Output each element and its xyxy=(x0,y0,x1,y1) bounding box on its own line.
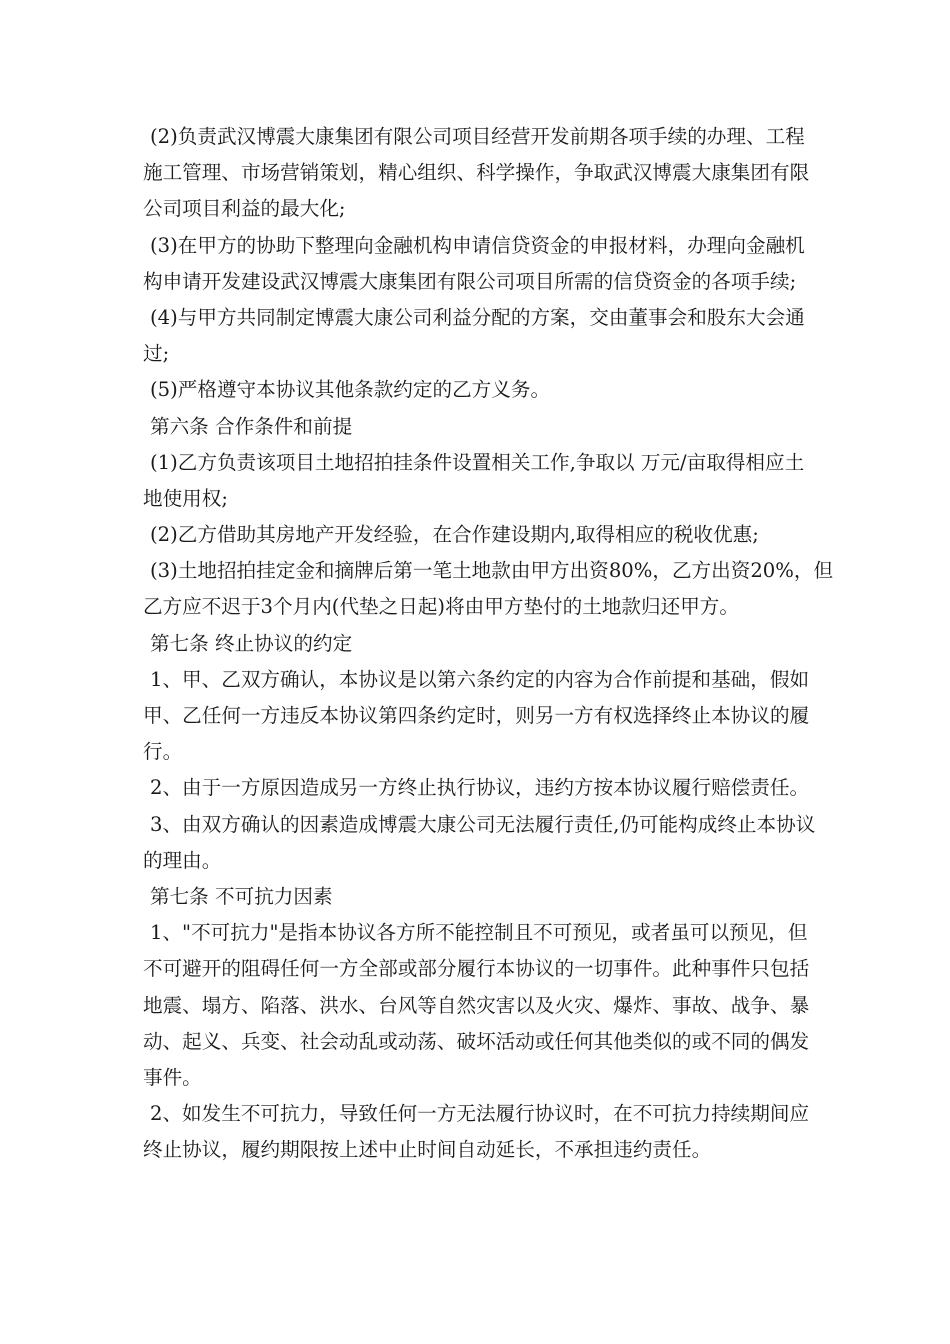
text-line: 1、"不可抗力"是指本协议各方所不能控制且不可预见，或者虽可以预见，但 xyxy=(150,921,808,945)
text-line: (2)负责武汉博震大康集团有限公司项目经营开发前期各项手续的办理、工程 xyxy=(150,125,805,148)
text-line: 2、由于一方原因造成另一方终止执行协议，违约方按本协议履行赔偿责任。 xyxy=(150,776,810,800)
text-line: (5)严格遵守本协议其他条款约定的乙方义务。 xyxy=(150,378,551,402)
text-line: (2)乙方借助其房地产开发经验，在合作建设期内,取得相应的税收优惠; xyxy=(150,523,759,547)
text-line: 的理由。 xyxy=(143,848,222,872)
text-line: 地使用权; xyxy=(143,486,228,510)
text-line: 公司项目利益的最大化; xyxy=(143,197,346,221)
text-line: 行。 xyxy=(143,740,183,764)
text-line: 1、甲、乙双方确认，本协议是以第六条约定的内容为合作前提和基础，假如 xyxy=(150,667,810,691)
text-line: 第七条 不可抗力因素 xyxy=(150,884,333,908)
text-line: 施工管理、市场营销策划，精心组织、科学操作，争取武汉博震大康集团有限 xyxy=(143,161,810,185)
text-line: 事件。 xyxy=(143,1065,202,1089)
text-line: 过; xyxy=(143,342,170,366)
text-line: 第七条 终止协议的约定 xyxy=(150,631,353,655)
document-body xyxy=(143,119,834,1168)
text-line: 构申请开发建设武汉博震大康集团有限公司项目所需的信贷资金的各项手续; xyxy=(143,269,797,293)
text-line: 甲、乙任何一方违反本协议第四条约定时，则另一方有权选择终止本协议的履 xyxy=(143,704,810,727)
text-line: 2、如发生不可抗力，导致任何一方无法履行协议时，在不可抗力持续期间应 xyxy=(150,1102,810,1126)
text-line: 第六条 合作条件和前提 xyxy=(150,414,353,438)
text-line: 终止协议，履约期限按上述中止时间自动延长，不承担违约责任。 xyxy=(143,1138,712,1162)
text-line: 地震、塌方、陷落、洪水、台风等自然灾害以及火灾、爆炸、事故、战争、暴 xyxy=(143,993,810,1017)
text-line: 3、由双方确认的因素造成博震大康公司无法履行责任,仍可能构成终止本协议 xyxy=(150,812,816,836)
text-line: (3)土地招拍挂定金和摘牌后第一笔土地款由甲方出资80%，乙方出资20%，但 xyxy=(150,559,834,583)
text-line: 乙方应不迟于3个月内(代垫之日起)将由甲方垫付的土地款归还甲方。 xyxy=(143,595,739,619)
text-line: (3)在甲方的协助下整理向金融机构申请信贷资金的申报材料，办理向金融机 xyxy=(150,233,805,257)
text-line: 动、起义、兵变、社会动乱或动荡、破坏活动或任何其他类似的或不同的偶发 xyxy=(143,1029,810,1053)
text-line: 不可避开的阻碍任何一方全部或部分履行本协议的一切事件。此种事件只包括 xyxy=(143,957,810,981)
text-line: (1)乙方负责该项目土地招拍挂条件设置相关工作,争取以 万元/亩取得相应土 xyxy=(150,450,805,474)
text-line: (4)与甲方共同制定博震大康公司利益分配的方案，交由董事会和股东大会通 xyxy=(150,305,805,329)
